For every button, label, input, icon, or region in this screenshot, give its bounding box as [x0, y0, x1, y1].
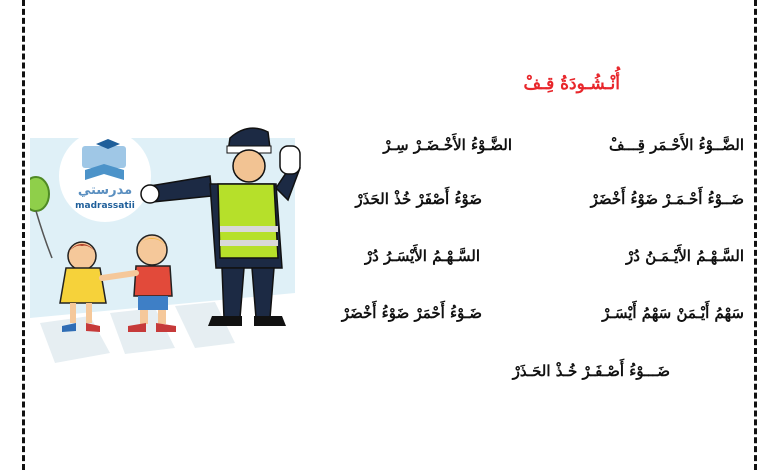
logo-latin-text: madrassatii — [75, 201, 135, 211]
song-title: أُنْـشُـودَةُ قِـفْ — [523, 74, 620, 94]
verse-line-4b: ضَـوْءُ أَحْمَرْ ضَوْءُ أَخْضَرْ — [341, 304, 482, 322]
verse-line-3b: السَّـهْـمُ الأَيْسَـرُ دُرْ — [364, 247, 480, 265]
verse-line-5: ضَـــوْءُ أَصْـفَـرْ خُـذْ الحَـذَرْ — [512, 362, 670, 380]
logo-arabic-text: مدرستي — [77, 183, 133, 198]
verse-line-2b: ضَوْءُ أَصْفَرْ خُذْ الحَذَرْ — [355, 190, 482, 208]
verse-line-3a: السَّـهْـمُ الأَيْـمَـنُ دُرْ — [626, 247, 744, 265]
right-dashed-border — [754, 0, 757, 470]
left-dashed-border — [22, 0, 25, 470]
verse-line-1a: الضَّــوْءُ الأَحْـمَر قِـــفْ — [609, 136, 744, 154]
verse-line-2a: ضَــوْءُ أَحْـمَـرْ ضَوْءُ أَخْضَرْ — [590, 190, 744, 208]
verse-line-4a: سَهْمُ أَيْـمَنْ سَهْمُ أَيْسَـرْ — [602, 304, 744, 322]
madrassati-logo — [59, 130, 151, 222]
verse-line-1b: الضَّـوْءُ الأَخْـضَـرْ سِـرْ — [383, 136, 512, 154]
traffic-scene-image — [30, 118, 330, 368]
traffic-illustration — [30, 118, 330, 368]
